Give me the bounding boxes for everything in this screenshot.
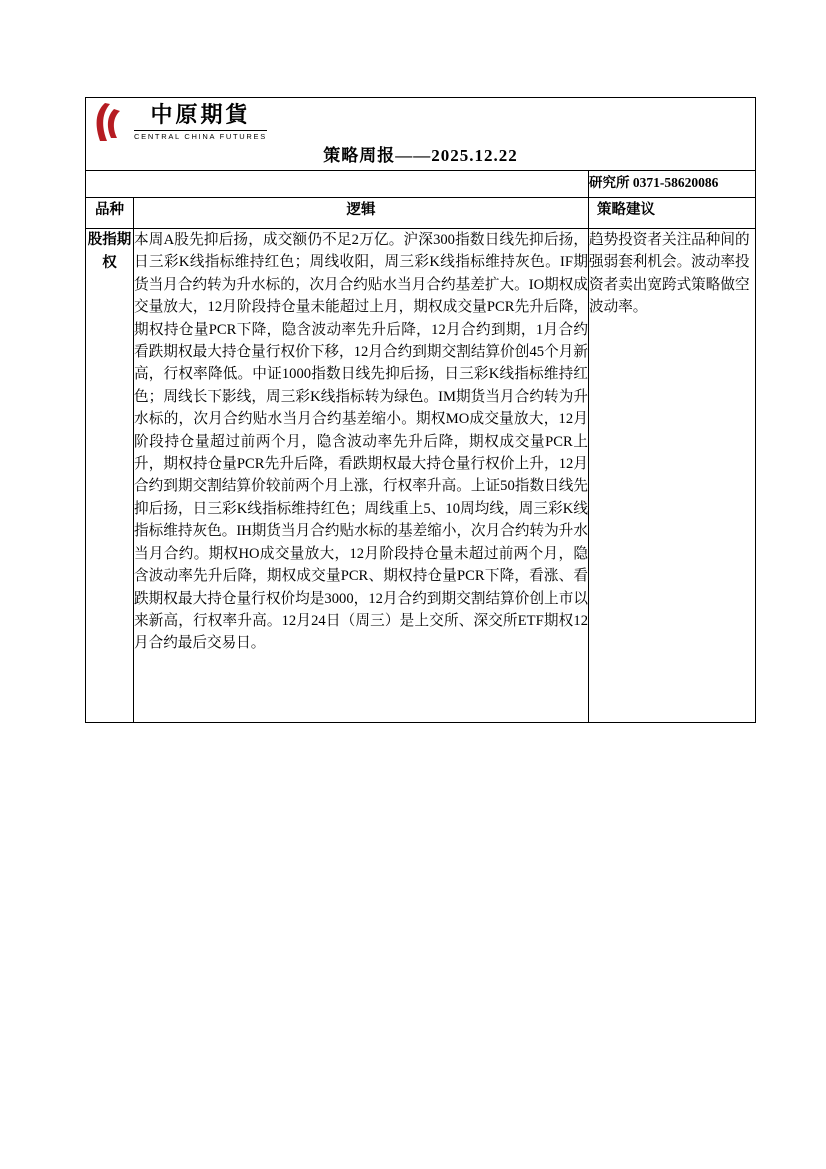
column-header-suggestion: 策略建议 (589, 198, 756, 229)
table-header-row (86, 198, 756, 229)
masthead-row (86, 98, 756, 171)
page-title: 策略周报——2025.12.22 (323, 146, 518, 165)
company-logo-icon (93, 102, 129, 142)
table-row (86, 229, 756, 723)
logic-text: 本周A股先抑后扬，成交额仍不足2万亿。沪深300指数日线先抑后扬，日三彩K线指标维持红色；周线收阳，周三彩K线指标维持灰色。IF期货当月合约转为升水标的，次月合约贴水当月合约基差扩大。IO期权成交量放大，12月阶段持仓量未能超过上月，期权成交量PCR先升后降，期权持仓量PCR下降，隐含波动率先升后降，12月合约到期，1月合约看跌期权最大持仓量行权价下移，12月合约到期交割结算价创45个月新高，行权率降低。中证1000指数日线先抑后扬，日三彩K线指标维持红色；周线长下影线，周三彩K线指标转为绿色。IM期货当月合约转为升水标的，次月合约贴水当月合约基差缩小。期权MO成交量放大，12月阶段持仓量超过前两个月，隐含波动率先升后降，期权成交量PCR上升，期权持仓量PCR先升后降，看跌期权最大持仓量行权价上升，12月合约到期交割结算价较前两个月上涨，行权率升高。上证50指数日线先抑后扬，日三彩K线指标维持红色；周线重上5、10周均线，周三彩K线指标维持灰色。IH期货当月合约贴水标的基差缩小，次月合约转为升水当月合约。期权HO成交量放大，12月阶段持仓量未超过前两个月，隐含波动率先升后降，期权成交量PCR、期权持仓量PCR下降，看涨、看跌期权最大持仓量行权价均是3000，12月合约到期交割结算价创上市以来新高，行权率升高。12月24日（周三）是上交所、深交所ETF期权12月合约最后交易日。 (134, 229, 589, 723)
contact-row-spacer (86, 171, 589, 198)
strategy-suggestion-text: 趋势投资者关注品种间的强弱套利机会。波动率投资者卖出宽跨式策略做空波动率。 (589, 229, 756, 723)
company-logo (93, 102, 267, 142)
brand-name-en: CENTRAL CHINA FUTURES (134, 131, 267, 141)
column-header-variety: 品种 (86, 198, 134, 229)
column-header-logic: 逻辑 (134, 198, 589, 229)
contact-row (86, 171, 756, 198)
research-contact: 研究所 0371-58620086 (589, 171, 756, 198)
variety-value: 股指期权 (86, 229, 134, 723)
company-logo-text (134, 103, 267, 140)
report-table (85, 97, 756, 723)
masthead-cell (86, 98, 756, 171)
brand-name-cn: 中原期貨 (150, 102, 251, 129)
